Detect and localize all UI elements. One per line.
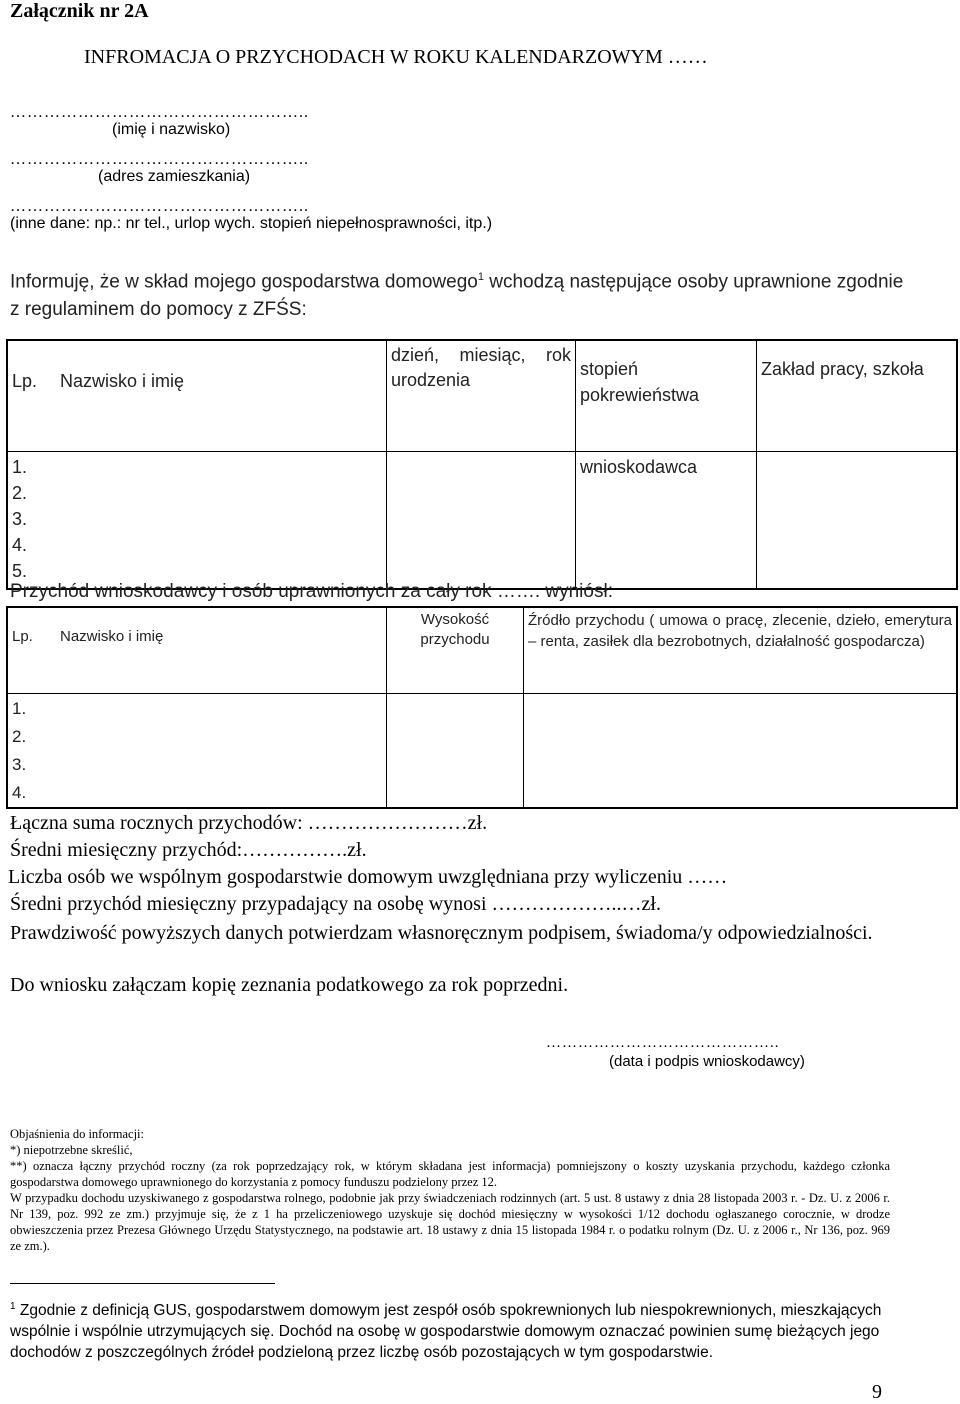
document-title: INFROMACJA O PRZYCHODACH W ROKU KALENDARZOWYM ……: [84, 46, 708, 68]
household-names-cell: [56, 452, 387, 590]
page-number: 9: [872, 1381, 882, 1403]
table-row: 4.: [12, 535, 28, 555]
household-workplace-cell: [757, 452, 958, 590]
header-birth-date: dzień, miesiąc, rok urodzenia: [387, 340, 576, 452]
note-2: **) oznacza łączny przychód roczny (za rok poprzedzający rok, w którym składana jest informacja) pomniejszony o koszty uzyskania przychodu, każdego członka gospodarstwa domowego uprawnionego do korzystania z pomocy funduszu podzielony przez 12.: [10, 1159, 890, 1189]
income-row-numbers: [7, 694, 56, 809]
name-label: (imię i nazwisko): [112, 121, 231, 138]
other-data-dots: ……………………………………………..: [10, 198, 309, 215]
household-table-body: [7, 452, 957, 590]
table-row: 3.: [12, 509, 28, 529]
note-1: *) niepotrzebne skreślić,: [10, 1143, 133, 1157]
signature-dots: ……………………………………..: [546, 1035, 780, 1051]
intro-paragraph: [10, 263, 910, 324]
name-dots: ……………………………………………..: [10, 104, 309, 121]
income-header-name: Nazwisko i imię: [56, 607, 387, 694]
income-header-amount: Wysokość przychodu: [387, 607, 524, 694]
attachment-label: Załącznik nr 2A: [10, 0, 149, 22]
footnote-text: Zgodnie z definicją GUS, gospodarstwem domowym jest zespół osób spokrewnionych lub niespokrewnionych, mieszkających wspólnie i wspólnie utrzymujących się. Dochód na osobę w gospodarstwie domowym oznaczać powinien sumę bieżących jego dochodów z poszczególnych źródeł podzieloną przez liczbę osób pozostających w tym gospodarstwie.: [10, 1302, 882, 1362]
relation-value: wnioskodawca: [580, 457, 698, 477]
income-table-header: [7, 607, 957, 694]
other-data-label: (inne dane: np.: nr tel., urlop wych. stopień niepełnosprawności, itp.): [10, 215, 493, 232]
per-person-income-line: Średni przychód miesięczny przypadający na osobę wynosi ………………..…zł.: [10, 893, 661, 915]
header-lp: Lp.: [7, 340, 56, 452]
signature-label: (data i podpis wnioskodawcy): [609, 1053, 805, 1070]
income-heading: Przychód wnioskodawcy i osób uprawnionych za cały rok ……. wyniósł:: [10, 581, 613, 602]
explanations-section: [10, 1126, 890, 1254]
header-name: Nazwisko i imię: [56, 340, 387, 452]
intro-text-b: wchodzą następujące osoby uprawnione zgodnie z regulaminem do pomocy z ZFŚS:: [10, 271, 904, 321]
income-header-lp: Lp.: [7, 607, 56, 694]
intro-text-a: Informuję, że w skład mojego gospodarstwa domowego: [10, 271, 478, 293]
total-income-line: Łączna suma rocznych przychodów: ……………………zł.: [10, 812, 488, 834]
household-table: [6, 339, 958, 590]
income-amount-cell: [387, 694, 524, 809]
household-row-numbers: [7, 452, 56, 590]
monthly-income-line: Średni miesięczny przychód:…………….zł.: [10, 839, 367, 861]
table-row: 1.: [12, 699, 27, 718]
table-row: 2.: [12, 727, 27, 746]
footnote: [10, 1296, 910, 1363]
footnote-mark: 1: [10, 1301, 16, 1312]
attachment-statement: Do wniosku załączam kopię zeznania podatkowego za rok poprzedni.: [10, 974, 569, 996]
income-header-source: Źródło przychodu ( umowa o pracę, zlecenie, dzieło, emerytura – renta, zasiłek dla bezrobotnych, działalność gospodarcza): [524, 607, 958, 694]
note-3: W przypadku dochodu uzyskiwanego z gospodarstwa rolnego, podobnie jak przy świadczeniach rodzinnych (art. 5 ust. 8 ustawy z dnia 28 listopada 2003 r. - Dz. U. z 2006 r. Nr 139, poz. 992 ze zm.) przyjmuje się, że z 1 ha przeliczeniowego uzyskuje się dochód miesięczny w wysokości 1/12 dochodu ogłaszanego corocznie, w drodze obwieszczenia przez Prezesa Głównego Urzędu Statystycznego, na podstawie art. 18 ustawy z dnia 15 listopada 1984 r. o podatku rolnym (Dz. U. z 2006 r., Nr 136, poz. 969 ze zm.).: [10, 1191, 890, 1253]
footnote-divider: [10, 1283, 275, 1284]
address-dots: ……………………………………………..: [10, 151, 309, 168]
header-workplace: Zakład pracy, szkoła: [757, 340, 958, 452]
table-row: 1.: [12, 457, 28, 477]
table-row: 5.: [12, 561, 28, 581]
household-count-line: Liczba osób we wspólnym gospodarstwie domowym uwzględniana przy wyliczeniu ……: [8, 866, 728, 888]
income-names-cell: [56, 694, 387, 809]
household-table-header: [7, 340, 957, 452]
income-table-body: [7, 694, 957, 809]
income-table: [6, 606, 958, 809]
table-row: 2.: [12, 483, 28, 503]
household-relation-cell: [576, 452, 757, 590]
table-row: 4.: [12, 783, 27, 802]
explanations-title: Objaśnienia do informacji:: [10, 1127, 144, 1141]
household-birth-cell: [387, 452, 576, 590]
footnote-ref: 1: [477, 271, 484, 283]
header-relation: stopień pokrewieństwa: [576, 340, 757, 452]
table-row: 3.: [12, 755, 27, 774]
address-label: (adres zamieszkania): [98, 168, 251, 185]
confirmation-statement: Prawdziwość powyższych danych potwierdzam własnoręcznym podpisem, świadoma/y odpowiedzialności.: [10, 922, 873, 944]
income-source-cell: [524, 694, 958, 809]
